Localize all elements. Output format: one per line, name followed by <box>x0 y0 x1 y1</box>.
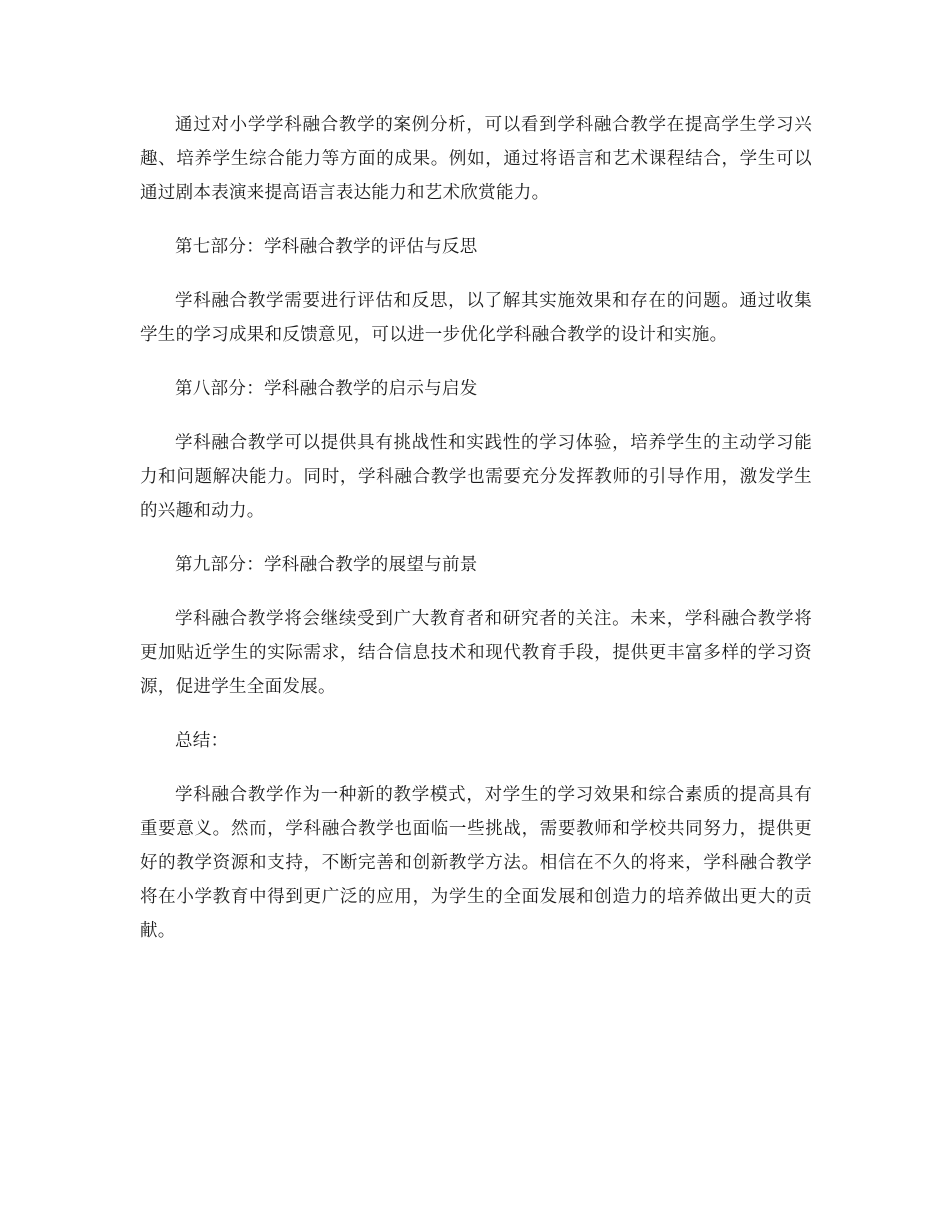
paragraph-evaluation: 学科融合教学需要进行评估和反思，以了解其实施效果和存在的问题。通过收集学生的学习成果和反馈意见，可以进一步优化学科融合教学的设计和实施。 <box>140 291 812 345</box>
section-heading-part-8: 第八部分：学科融合教学的启示与启发 <box>175 379 478 399</box>
paragraph-inspiration: 学科融合教学可以提供具有挑战性和实践性的学习体验，培养学生的主动学习能力和问题解决能力。同时，学科融合教学也需要充分发挥教师的引导作用，激发学生的兴趣和动力。 <box>140 433 812 521</box>
section-heading-part-9: 第九部分：学科融合教学的展望与前景 <box>175 555 478 575</box>
section-heading-summary: 总结： <box>175 731 229 751</box>
document-body <box>140 108 812 968</box>
paragraph-summary: 学科融合教学作为一种新的教学模式，对学生的学习效果和综合素质的提高具有重要意义。然而，学科融合教学也面临一些挑战，需要教师和学校共同努力，提供更好的教学资源和支持，不断完善和创新教学方法。相信在不久的将来，学科融合教学将在小学教育中得到更广泛的应用，为学生的全面发展和创造力的培养做出更大的贡献。 <box>140 785 812 941</box>
paragraph-case-analysis: 通过对小学学科融合教学的案例分析，可以看到学科融合教学在提高学生学习兴趣、培养学生综合能力等方面的成果。例如，通过将语言和艺术课程结合，学生可以通过剧本表演来提高语言表达能力和艺术欣赏能力。 <box>140 115 812 203</box>
paragraph-outlook: 学科融合教学将会继续受到广大教育者和研究者的关注。未来，学科融合教学将更加贴近学生的实际需求，结合信息技术和现代教育手段，提供更丰富多样的学习资源，促进学生全面发展。 <box>140 609 812 697</box>
section-heading-part-7: 第七部分：学科融合教学的评估与反思 <box>175 237 478 257</box>
